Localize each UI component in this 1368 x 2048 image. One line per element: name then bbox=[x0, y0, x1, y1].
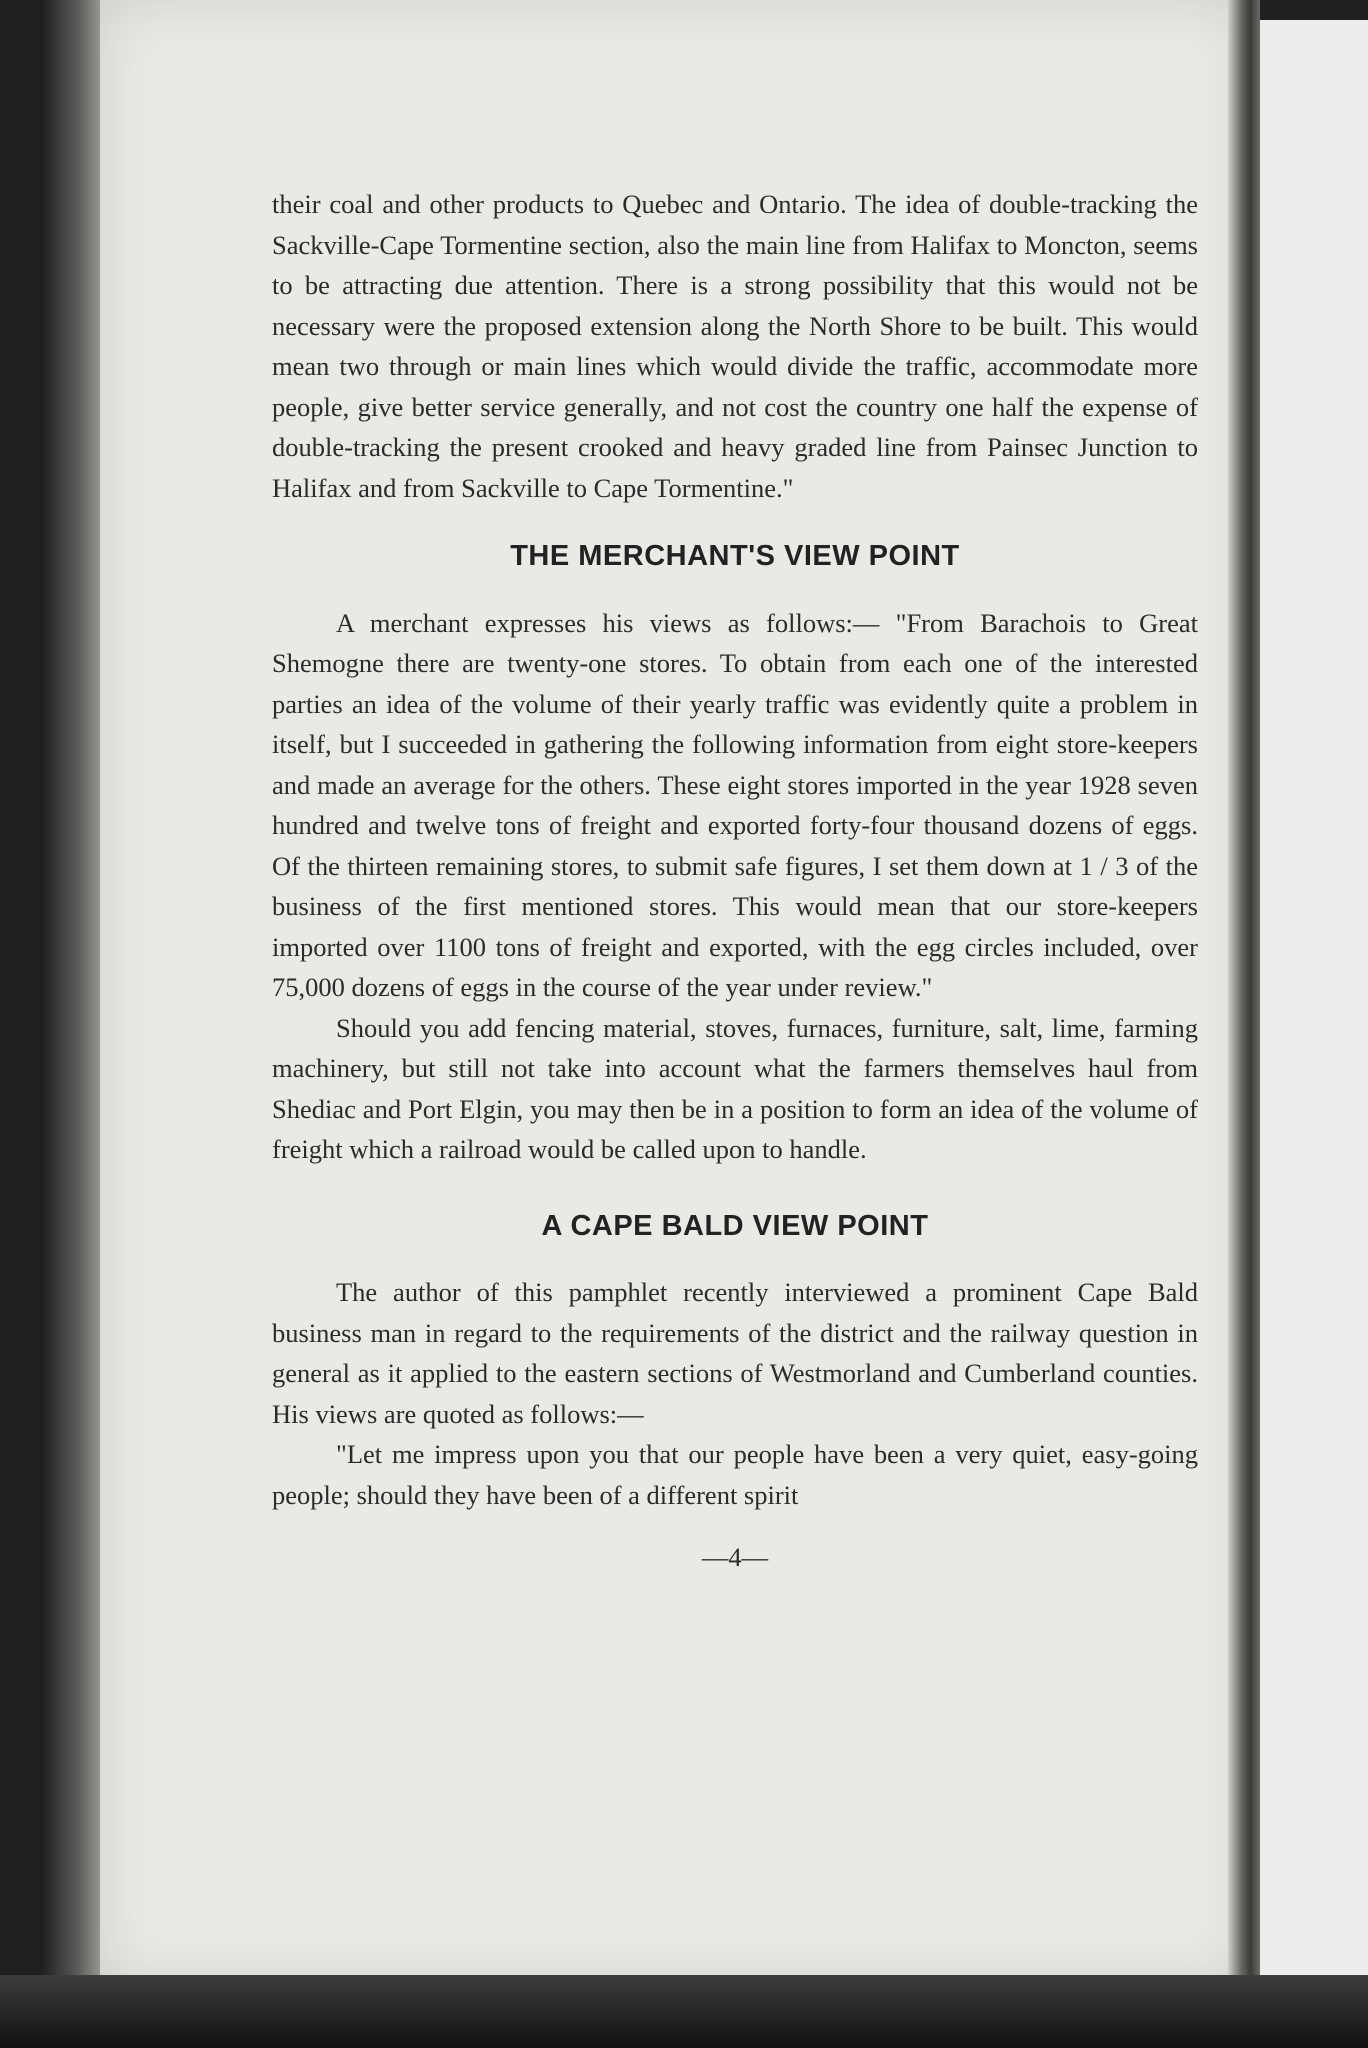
paragraph-merchant-views: A merchant expresses his views as follows:— "From Barachois to Great Shemogne there are twenty-one stores. To obtain from each one of the interested parties an idea of the volume of their yearly traffic was evidently quite a problem in itself, but I succeeded in gathering the following information from eight store-keepers and made an average for the others. These eight stores imported in the year 1928 seven hundred and twelve tons of freight and exported forty-four thousand dozens of eggs. Of the thirteen remaining stores, to submit safe figures, I set them down at 1 / 3 of the business of the first mentioned stores. This would mean that our store-keepers imported over 1100 tons of freight and exported, with the egg circles included, over 75,000 dozens of eggs in the course of the year under review." bbox=[272, 607, 1198, 1002]
page-number: —4— bbox=[701, 1542, 769, 1572]
left-page-text bbox=[272, 184, 1198, 1578]
paragraph-author-interview: The author of this pamphlet recently interviewed a prominent Cape Bald business man in regard to the requirements of the district and the railway question in general as it applied to the eastern sections of Westmorland and Cumberland counties. His views are quoted as follows:— bbox=[272, 1277, 1198, 1429]
paragraph-freight-volume: Should you add fencing material, stoves, furnaces, furniture, salt, lime, farming machinery, but still not take into account what the farmers themselves haul from Shediac and Port Elgin, you may then be in a position to form an idea of the volume of freight which a railroad would be called upon to handle. bbox=[272, 1012, 1198, 1164]
right-page-edge bbox=[1258, 20, 1368, 1980]
paragraph-quote-start: "Let me impress upon you that our people have been a very quiet, easy-going people; should they have been of a different spirit bbox=[272, 1439, 1198, 1510]
section-heading-merchant: THE MERCHANT'S VIEW POINT bbox=[510, 540, 960, 572]
section-heading-cape-bald: A CAPE BALD VIEW POINT bbox=[541, 1209, 929, 1242]
binding-shadow-left bbox=[40, 0, 102, 2048]
page-gutter bbox=[1228, 0, 1260, 2048]
paragraph-continued: their coal and other products to Quebec and Ontario. The idea of double-tracking the Sackville-Cape Tormentine section, also the main line from Halifax to Moncton, seems to be attracting due attention. There is a strong possibility that this would not be necessary were the proposed extension along the North Shore to be built. This would mean two through or main lines which would divide the traffic, accommodate more people, give better service generally, and not cost the country one half the expense of double-tracking the present crooked and heavy graded line from Painsec Junction to Halifax and from Sackville to Cape Tormentine." bbox=[272, 189, 1198, 503]
scan-bottom-edge bbox=[0, 1975, 1368, 2048]
